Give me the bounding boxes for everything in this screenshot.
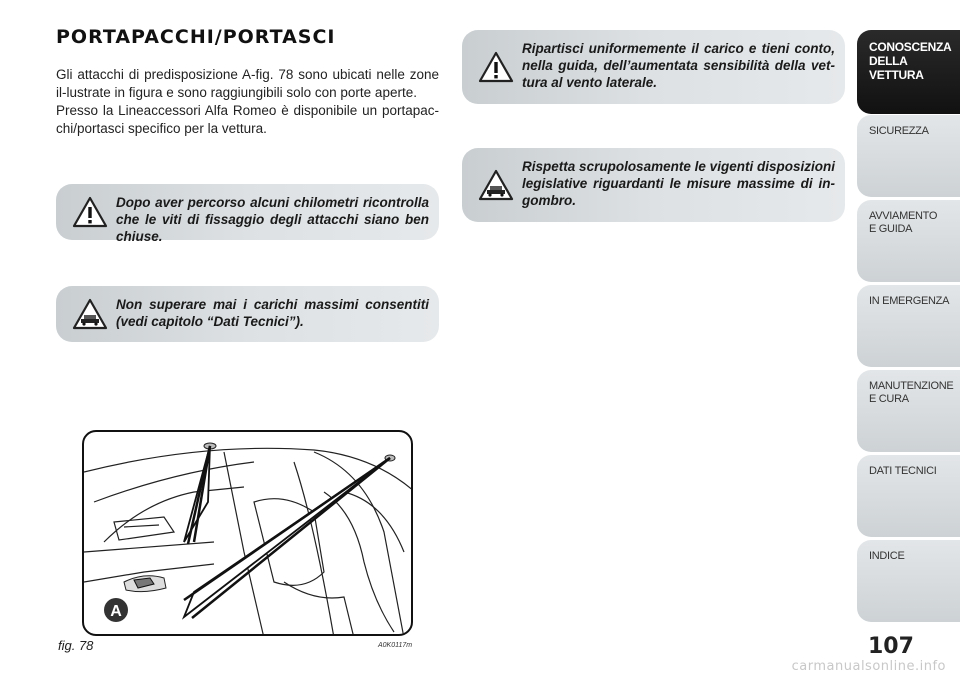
tab-manutenzione-cura[interactable]: MANUTENZIONE E CURA — [857, 370, 960, 452]
tab-sicurezza[interactable]: SICUREZZA — [857, 115, 960, 197]
tab-avviamento-guida[interactable]: AVVIAMENTO E GUIDA — [857, 200, 960, 282]
warning-box-4 — [462, 148, 845, 222]
warning-text-1: Dopo aver percorso alcuni chilometri ricontrolla che le viti di fissaggio degli attacchi siano ben chiuse. — [116, 195, 429, 244]
warning-box-3 — [462, 30, 845, 104]
load-warning-icon — [72, 298, 108, 330]
tab-in-emergenza[interactable]: IN EMERGENZA — [857, 285, 960, 367]
figure-code: A0K0117m — [378, 642, 413, 649]
tab-dati-tecnici[interactable]: DATI TECNICI — [857, 455, 960, 537]
tab-conoscenza-vettura[interactable]: CONOSCENZA DELLA VETTURA — [857, 30, 960, 114]
mounting-point-detail — [124, 576, 166, 592]
warning-text-3: Ripartisci uniformemente il carico e tieni conto, nella guida, dell’aumentata sensibilità della vet-tura al vento laterale. — [522, 41, 835, 90]
warning-box-2 — [56, 286, 439, 342]
warning-box-1 — [56, 184, 439, 244]
warning-text-2: Non superare mai i carichi massimi consentiti (vedi capitolo “Dati Tecnici”). — [116, 297, 429, 329]
tab-indice[interactable]: INDICE — [857, 540, 960, 622]
figure-illustration — [82, 430, 413, 636]
intro-text — [56, 66, 439, 138]
warning-triangle-icon — [478, 51, 514, 83]
page-title: PORTAPACCHI/PORTASCI — [56, 26, 336, 48]
car-interior-drawing — [84, 432, 413, 636]
marker-a-label: A — [110, 603, 122, 620]
intro-paragraph-1: Gli attacchi di predisposizione A-fig. 78 sono ubicati nelle zone il-lustrate in figura e sono raggiungibili solo con porte aperte. — [56, 67, 439, 100]
footer — [0, 655, 960, 677]
page-number: 107 — [868, 634, 914, 659]
load-warning-icon — [478, 169, 514, 201]
figure-caption: fig. 78 — [58, 638, 94, 653]
watermark: carmanualsonline.info — [791, 659, 946, 674]
warning-triangle-icon — [72, 196, 108, 228]
intro-paragraph-2: Presso la Lineaccessori Alfa Romeo è disponibile un portapac-chi/portasci specifico per la vettura. — [56, 103, 439, 136]
warning-text-4: Rispetta scrupolosamente le vigenti disposizioni legislative riguardanti le misure massime di in-gombro. — [522, 159, 835, 208]
